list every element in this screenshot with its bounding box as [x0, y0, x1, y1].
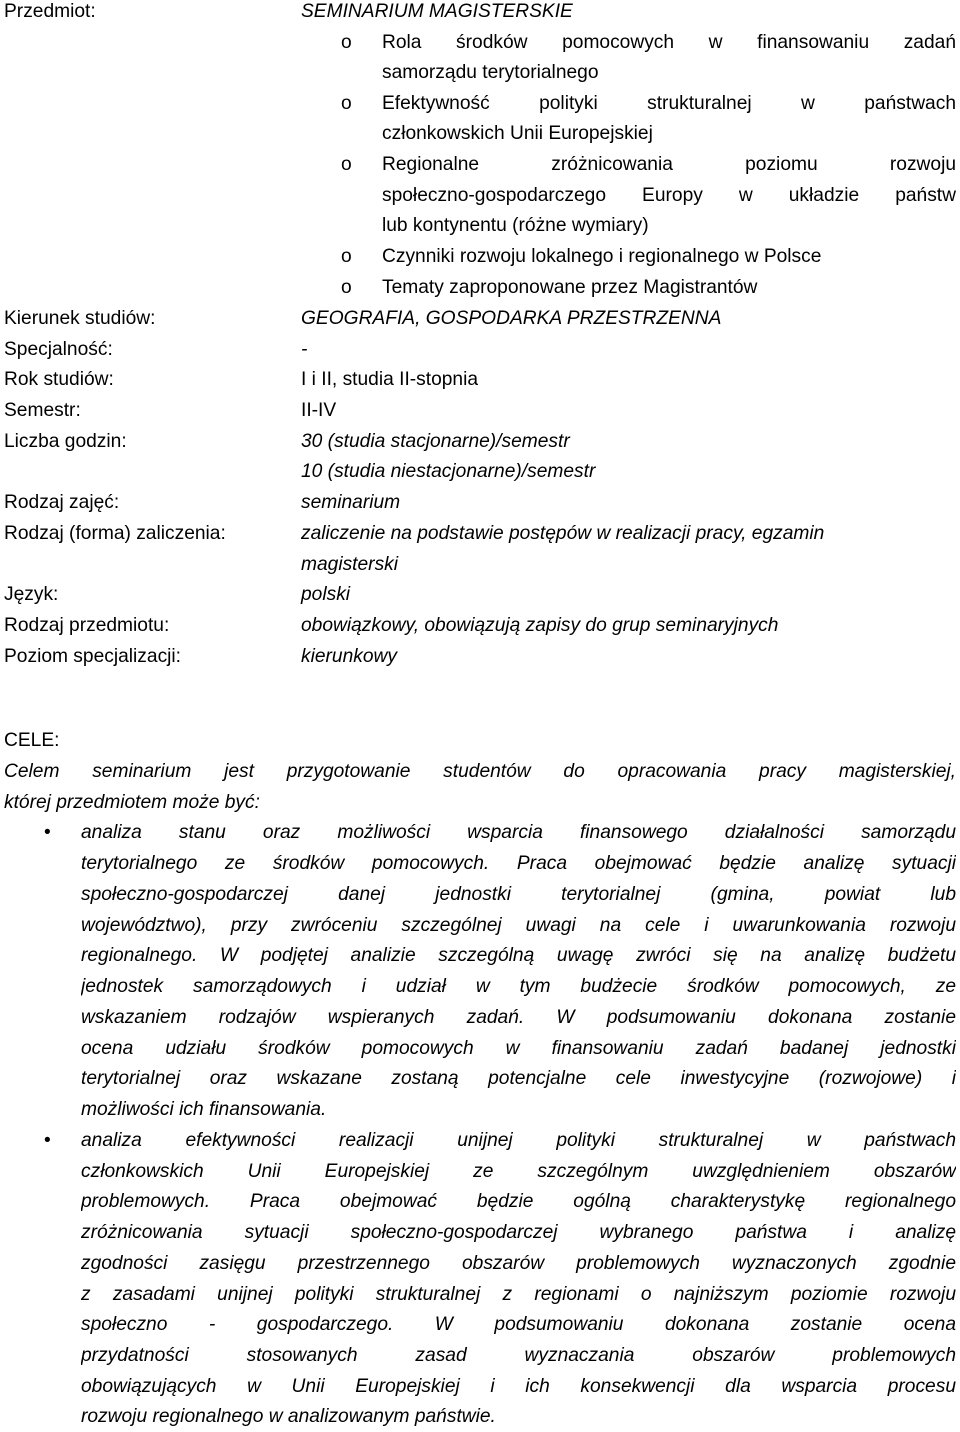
- year-label: Rok studiów:: [4, 369, 114, 390]
- bullet-1-line-9: terytorialnej oraz wskazane zostaną potencjalne cele inwestycyjne (rozwojowe) i: [81, 1068, 956, 1089]
- hours-value-fulltime: 30 (studia stacjonarne)/semestr: [301, 431, 570, 452]
- bullet-1-line-10: możliwości ich finansowania.: [81, 1099, 327, 1120]
- subject-type-value: obowiązkowy, obowiązują zapisy do grup seminaryjnych: [301, 615, 779, 636]
- bullet-icon: •: [44, 822, 51, 843]
- bullet-2-line-3: problemowych. Praca obejmować będzie ogólną charakterystykę regionalnego: [81, 1191, 956, 1212]
- bullet-2-line-1: analiza efektywności realizacji unijnej polityki strukturalnej w państwach: [81, 1130, 956, 1151]
- class-type-label: Rodzaj zajęć:: [4, 492, 120, 513]
- credit-value-line-1: zaliczenie na podstawie postępów w realizacji pracy, egzamin: [301, 523, 825, 544]
- topic-3-line-2: społeczno-gospodarczego Europy w układzie państw: [382, 185, 956, 206]
- topic-1-line-1: Rola środków pomocowych w finansowaniu zadań: [382, 32, 956, 53]
- topic-4-line-1: Czynniki rozwoju lokalnego i regionalnego w Polsce: [382, 246, 822, 267]
- subject-label: Przedmiot:: [4, 1, 96, 22]
- bullet-2-line-5: zgodności zasięgu przestrzennego obszarów problemowych wyznaczonych zgodnie: [81, 1253, 956, 1274]
- level-label: Poziom specjalizacji:: [4, 646, 182, 667]
- bullet-2-line-6: z zasadami unijnej polityki strukturalnej z regionami o najniższym poziomie rozwoju: [81, 1284, 956, 1305]
- bullet-1-line-8: ocena udziału środków pomocowych w finansowaniu zadań badanej jednostki: [81, 1038, 956, 1059]
- bullet-2-line-4: zróżnicowania sytuacji społeczno-gospodarczej wybranego państwa i analizę: [81, 1222, 956, 1243]
- topic-3-line-3: lub kontynentu (różne wymiary): [382, 215, 649, 236]
- topic-marker: o: [341, 154, 352, 175]
- bullet-2-line-2: członkowskich Unii Europejskiej ze szczególnym uwzględnieniem obszarów: [81, 1161, 956, 1182]
- subject-value: SEMINARIUM MAGISTERSKIE: [301, 1, 573, 22]
- bullet-1-line-5: regionalnego. W podjętej analizie szczególną uwagę zwróci się na analizę budżetu: [81, 945, 956, 966]
- credit-label: Rodzaj (forma) zaliczenia:: [4, 523, 226, 544]
- goals-heading: CELE:: [4, 730, 60, 751]
- topic-marker: o: [341, 32, 352, 53]
- specialty-label: Specjalność:: [4, 339, 113, 360]
- language-value: polski: [301, 584, 351, 605]
- bullet-2-line-9: obowiązujących w Unii Europejskiej i ich konsekwencji dla wsparcia procesu: [81, 1376, 956, 1397]
- credit-value-line-2: magisterski: [301, 554, 399, 575]
- field-value: GEOGRAFIA, GOSPODARKA PRZESTRZENNA: [301, 308, 722, 329]
- bullet-2-line-10: rozwoju regionalnego w analizowanym państwie.: [81, 1406, 496, 1427]
- topic-5-line-1: Tematy zaproponowane przez Magistrantów: [382, 277, 758, 298]
- topic-marker: o: [341, 246, 352, 267]
- year-value: I i II, studia II-stopnia: [301, 369, 479, 390]
- semester-label: Semestr:: [4, 400, 81, 421]
- subject-type-label: Rodzaj przedmiotu:: [4, 615, 170, 636]
- topic-marker: o: [341, 93, 352, 114]
- level-value: kierunkowy: [301, 646, 397, 667]
- topic-1-line-2: samorządu terytorialnego: [382, 62, 599, 83]
- goals-intro-line-1: Celem seminarium jest przygotowanie studentów do opracowania pracy magisterskiej,: [4, 761, 956, 782]
- bullet-1-line-7: wskazaniem rodzajów wspieranych zadań. W podsumowaniu dokonana zostanie: [81, 1007, 956, 1028]
- topic-3-line-1: Regionalne zróżnicowania poziomu rozwoju: [382, 154, 956, 175]
- hours-value-parttime: 10 (studia niestacjonarne)/semestr: [301, 461, 596, 482]
- bullet-1-line-6: jednostek samorządowych i udział w tym budżecie środków pomocowych, ze: [81, 976, 956, 997]
- semester-value: II-IV: [301, 400, 337, 421]
- bullet-2-line-7: społeczno - gospodarczego. W podsumowaniu dokonana zostanie ocena: [81, 1314, 956, 1335]
- bullet-icon: •: [44, 1130, 51, 1151]
- bullet-1-line-1: analiza stanu oraz możliwości wsparcia finansowego działalności samorządu: [81, 822, 956, 843]
- bullet-1-line-2: terytorialnego ze środków pomocowych. Praca obejmować będzie analizę sytuacji: [81, 853, 956, 874]
- hours-label: Liczba godzin:: [4, 431, 127, 452]
- bullet-2-line-8: przydatności stosowanych zasad wyznaczania obszarów problemowych: [81, 1345, 956, 1366]
- class-type-value: seminarium: [301, 492, 401, 513]
- goals-intro-line-2: której przedmiotem może być:: [4, 792, 260, 813]
- topic-marker: o: [341, 277, 352, 298]
- bullet-1-line-3: społeczno-gospodarczej danej jednostki terytorialnej (gmina, powiat lub: [81, 884, 956, 905]
- topic-2-line-2: członkowskich Unii Europejskiej: [382, 123, 653, 144]
- field-label: Kierunek studiów:: [4, 308, 156, 329]
- language-label: Język:: [4, 584, 59, 605]
- topic-2-line-1: Efektywność polityki strukturalnej w państwach: [382, 93, 956, 114]
- specialty-value: -: [301, 339, 308, 360]
- bullet-1-line-4: województwo), przy zwróceniu szczególnej uwagi na cele i uwarunkowania rozwoju: [81, 915, 956, 936]
